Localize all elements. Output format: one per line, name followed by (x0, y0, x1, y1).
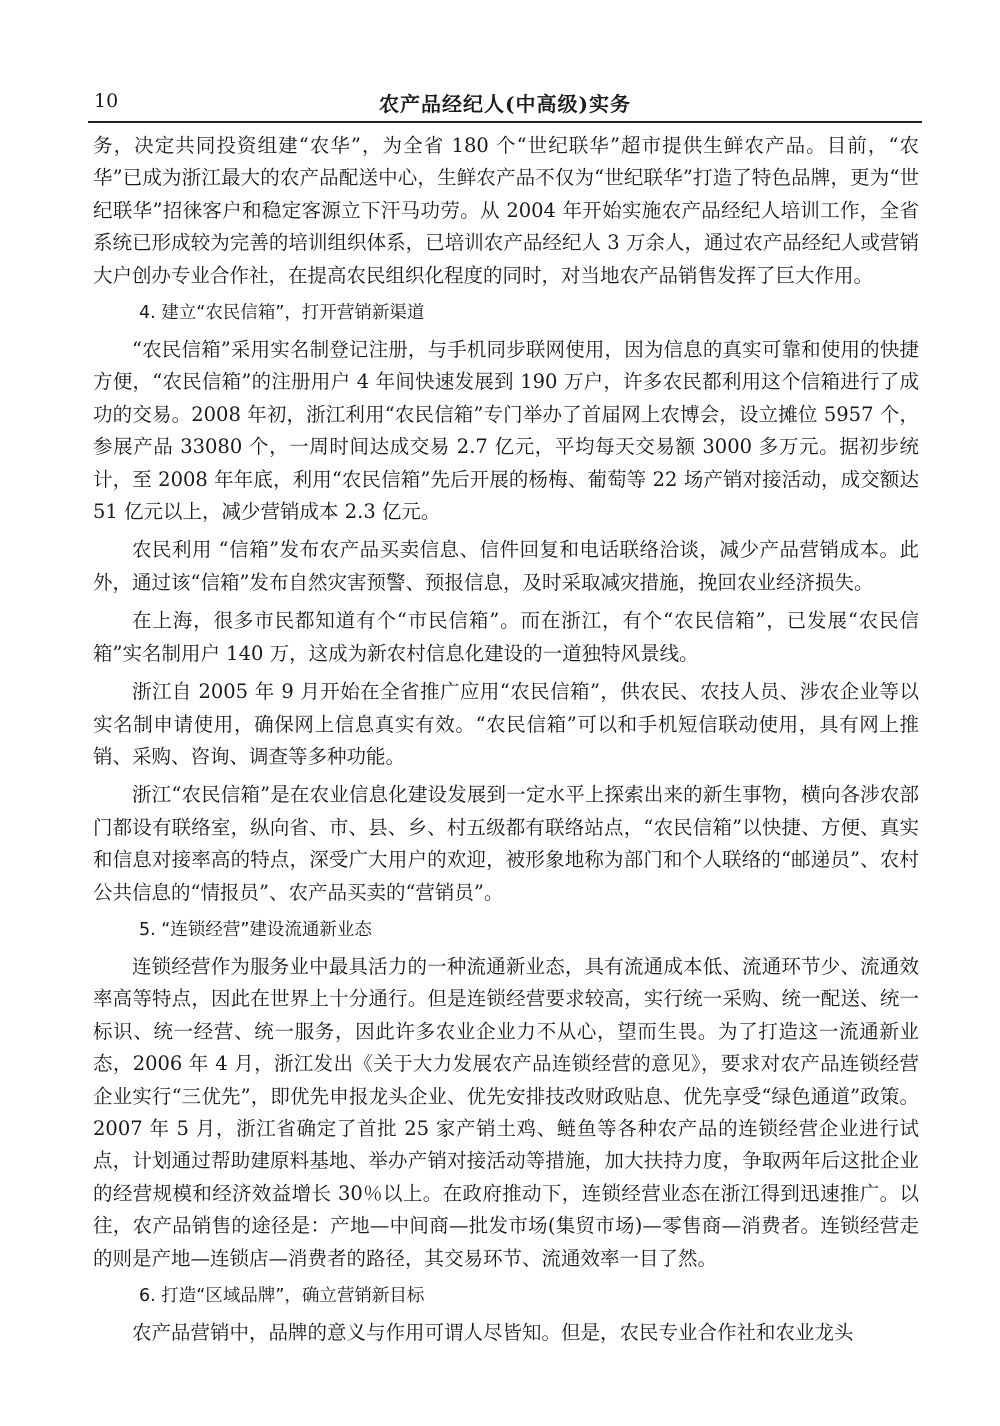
body-text (93, 130, 919, 1355)
paragraph: 浙江“农民信箱”是在农业信息化建设发展到一定水平上探索出来的新生事物，横向各涉农部门都设有联络室，纵向省、市、县、乡、村五级都有联络站点，“农民信箱”以快捷、方便、真实和信息对接率高的特点，深受广大用户的欢迎，被形象地称为部门和个人联络的“邮递员”、农村公共信息的“情报员”、农产品买卖的“营销员”。 (93, 783, 919, 904)
header-rule (88, 121, 922, 123)
paragraph: “农民信箱”采用实名制登记注册，与手机同步联网使用，因为信息的真实可靠和使用的快捷方便，“农民信箱”的注册用户 4 年间快速发展到 190 万户，许多农民都利用这个信箱进行了成功的交易。2008 年初，浙江利用“农民信箱”专门举办了首届网上农博会，设立摊位 5957 个，参展产品 33080 个，一周时间达成交易 2.7 亿元，平均每天交易额 3000 多万元。据初步统计，至 2008 年年底，利用“农民信箱”先后开展的杨梅、葡萄等 22 场产销对接活动，成交额达 51 亿元以上，减少营销成本 2.3 亿元。 (93, 338, 919, 524)
paragraph: 浙江自 2005 年 9 月开始在全省推广应用“农民信箱”，供农民、农技人员、涉农企业等以实名制申请使用，确保网上信息真实有效。“农民信箱”可以和手机短信联动使用，具有网上推销、采购、咨询、调查等多种功能。 (93, 680, 919, 768)
paragraph: 农产品营销中，品牌的意义与作用可谓人尽皆知。但是，农民专业合作社和农业龙头 (132, 1321, 854, 1344)
section-heading: 6. 打造“区域品牌”，确立营销新目标 (139, 1286, 425, 1306)
running-title: 农产品经纪人(中高级)实务 (379, 92, 631, 116)
page-header (90, 82, 920, 122)
paragraph: 在上海，很多市民都知道有个“市民信箱”。而在浙江，有个“农民信箱”，已发展“农民信箱”实名制用户 140 万，这成为新农村信息化建设的一道独特风景线。 (93, 609, 919, 665)
paragraph: 连锁经营作为服务业中最具活力的一种流通新业态，具有流通成本低、流通环节少、流通效率高等特点，因此在世界上十分通行。但是连锁经营要求较高，实行统一采购、统一配送、统一标识、统一经营、统一服务，因此许多农业企业力不从心，望而生畏。为了打造这一流通新业态，2006 年 4 月，浙江发出《关于大力发展农产品连锁经营的意见》，要求对农产品连锁经营企业实行“三优先”，即优先申报龙头企业、优先安排技改财政贴息、优先享受“绿色通道”政策。2007 年 5 月，浙江省确定了首批 25 家产销土鸡、鲢鱼等各种农产品的连锁经营企业进行试点，计划通过帮助建原料基地、举办产销对接活动等措施，加大扶持力度，争取两年后这批企业的经营规模和经济效益增长 30％以上。在政府推动下，连锁经营业态在浙江得到迅速推广。以往，农产品销售的途径是：产地—中间商—批发市场(集贸市场)—零售商—消费者。连锁经营走的则是产地—连锁店—消费者的路径，其交易环节、流通效率一目了然。 (93, 954, 919, 1270)
page-number: 10 (94, 90, 119, 112)
paragraph: 务，决定共同投资组建“农华”，为全省 180 个“世纪联华”超市提供生鲜农产品。目前，“农华”已成为浙江最大的农产品配送中心，生鲜农产品不仅为“世纪联华”打造了特色品牌，更为“世纪联华”招徕客户和稳定客源立下汗马功劳。从 2004 年开始实施农产品经纪人培训工作，全省系统已形成较为完善的培训组织体系，已培训农产品经纪人 3 万余人，通过农产品经纪人或营销大户创办专业合作社，在提高农民组织化程度的同时，对当地农产品销售发挥了巨大作用。 (93, 134, 919, 287)
section-heading: 4. 建立“农民信箱”，打开营销新渠道 (139, 303, 425, 324)
section-heading: 5. “连锁经营”建设流通新业态 (139, 919, 372, 940)
paragraph: 农民利用 “信箱”发布农产品买卖信息、信件回复和电话联络洽谈，减少产品营销成本。此外，通过该“信箱”发布自然灾害预警、预报信息，及时采取减灾措施，挽回农业经济损失。 (93, 538, 919, 594)
